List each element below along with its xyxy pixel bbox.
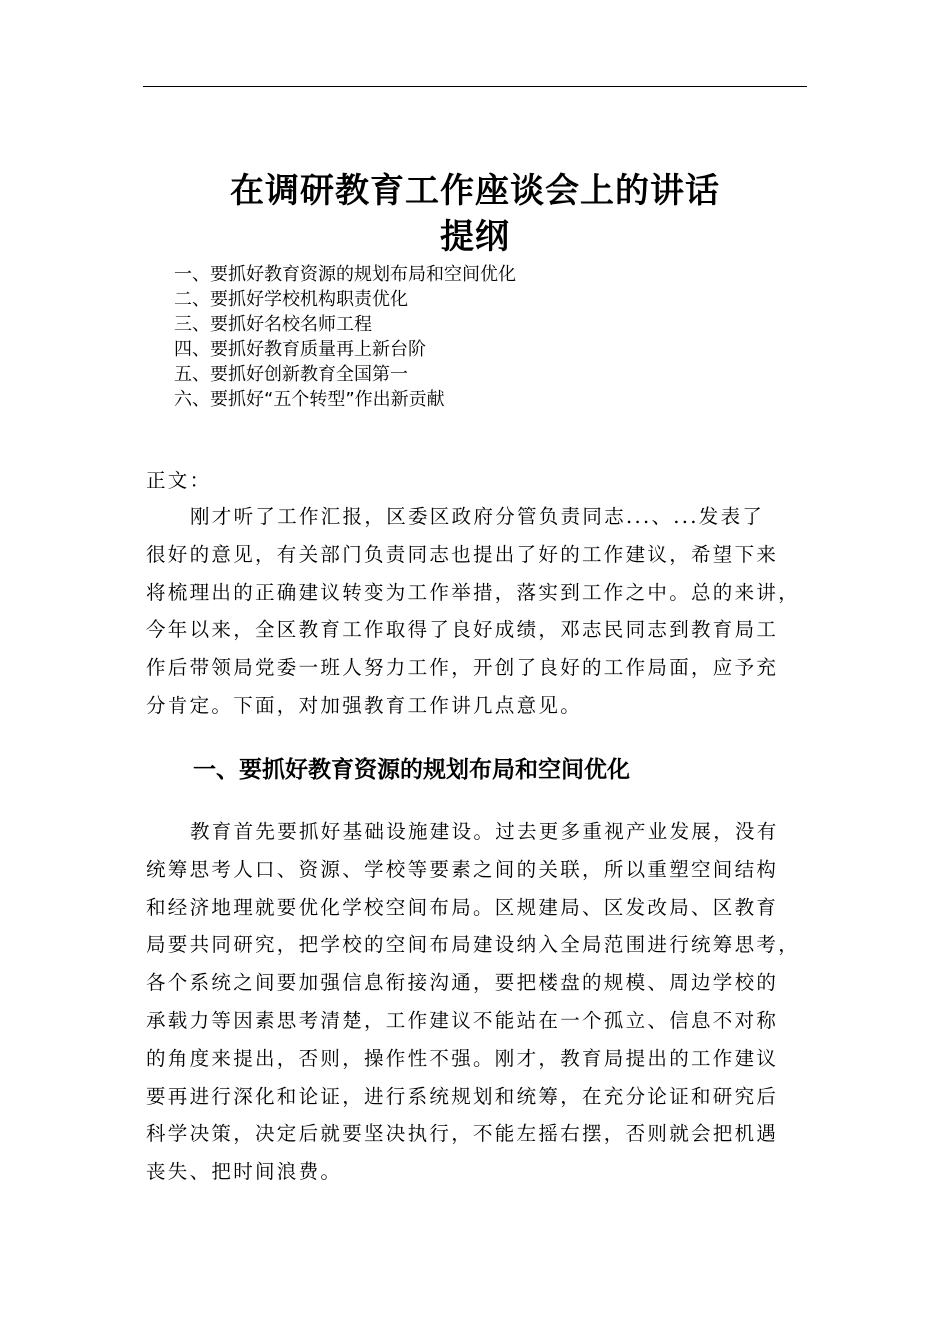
outline-item: 五、要抓好创新教育全国第一 bbox=[174, 364, 408, 385]
body-label: 正文： bbox=[146, 469, 212, 492]
paragraph-line: 分肯定。下面，对加强教育工作讲几点意见。 bbox=[146, 693, 583, 717]
paragraph-line: 要再进行深化和论证，进行系统规划和统筹，在充分论证和研究后 bbox=[146, 1084, 779, 1108]
paragraph-line: 的角度来提出，否则，操作性不强。刚才，教育局提出的工作建议 bbox=[146, 1046, 779, 1070]
document-title-subtitle: 提纲 bbox=[440, 217, 510, 257]
outline-list bbox=[174, 262, 516, 412]
document-title: 在调研教育工作座谈会上的讲话 bbox=[230, 171, 720, 211]
outline-item: 二、要抓好学校机构职责优化 bbox=[174, 289, 408, 310]
paragraph-line: 刚才听了工作汇报，区委区政府分管负责同志...、...发表了 bbox=[190, 505, 765, 528]
paragraph-line: 承载力等因素思考清楚，工作建议不能站在一个孤立、信息不对称 bbox=[146, 1008, 779, 1032]
paragraph-line: 各个系统之间要加强信息衔接沟通，要把楼盘的规模、周边学校的 bbox=[146, 971, 779, 995]
paragraph-line: 科学决策，决定后就要坚决执行，不能左摇右摆，否则就会把机遇 bbox=[146, 1122, 779, 1146]
intro-paragraph bbox=[146, 498, 826, 725]
outline-item: 六、要抓好“五个转型”作出新贡献 bbox=[174, 389, 445, 410]
paragraph-line: 和经济地理就要优化学校空间布局。区规建局、区发改局、区教育 bbox=[146, 895, 779, 919]
paragraph-line: 作后带领局党委一班人努力工作，开创了良好的工作局面，应予充 bbox=[146, 656, 779, 680]
paragraph-line: 统筹思考人口、资源、学校等要素之间的关联，所以重塑空间结构 bbox=[146, 857, 779, 881]
outline-item: 四、要抓好教育质量再上新台阶 bbox=[174, 339, 426, 360]
section-heading: 一、要抓好教育资源的规划布局和空间优化 bbox=[193, 757, 630, 783]
paragraph-line: 局要共同研究，把学校的空间布局建设纳入全局范围进行统筹思考， bbox=[146, 933, 801, 957]
paragraph-line: 今年以来，全区教育工作取得了良好成绩，邓志民同志到教育局工 bbox=[146, 618, 779, 642]
paragraph-line: 很好的意见，有关部门负责同志也提出了好的工作建议，希望下来 bbox=[146, 542, 779, 566]
outline-item: 一、要抓好教育资源的规划布局和空间优化 bbox=[174, 264, 516, 285]
paragraph-line: 将梳理出的正确建议转变为工作举措，落实到工作之中。总的来讲， bbox=[146, 580, 801, 604]
paragraph-line: 教育首先要抓好基础设施建设。过去更多重视产业发展，没有 bbox=[190, 820, 779, 843]
header-rule bbox=[143, 86, 807, 87]
paragraph-line: 丧失、把时间浪费。 bbox=[146, 1160, 343, 1184]
outline-item: 三、要抓好名校名师工程 bbox=[174, 314, 372, 335]
section-paragraph bbox=[146, 813, 826, 1191]
